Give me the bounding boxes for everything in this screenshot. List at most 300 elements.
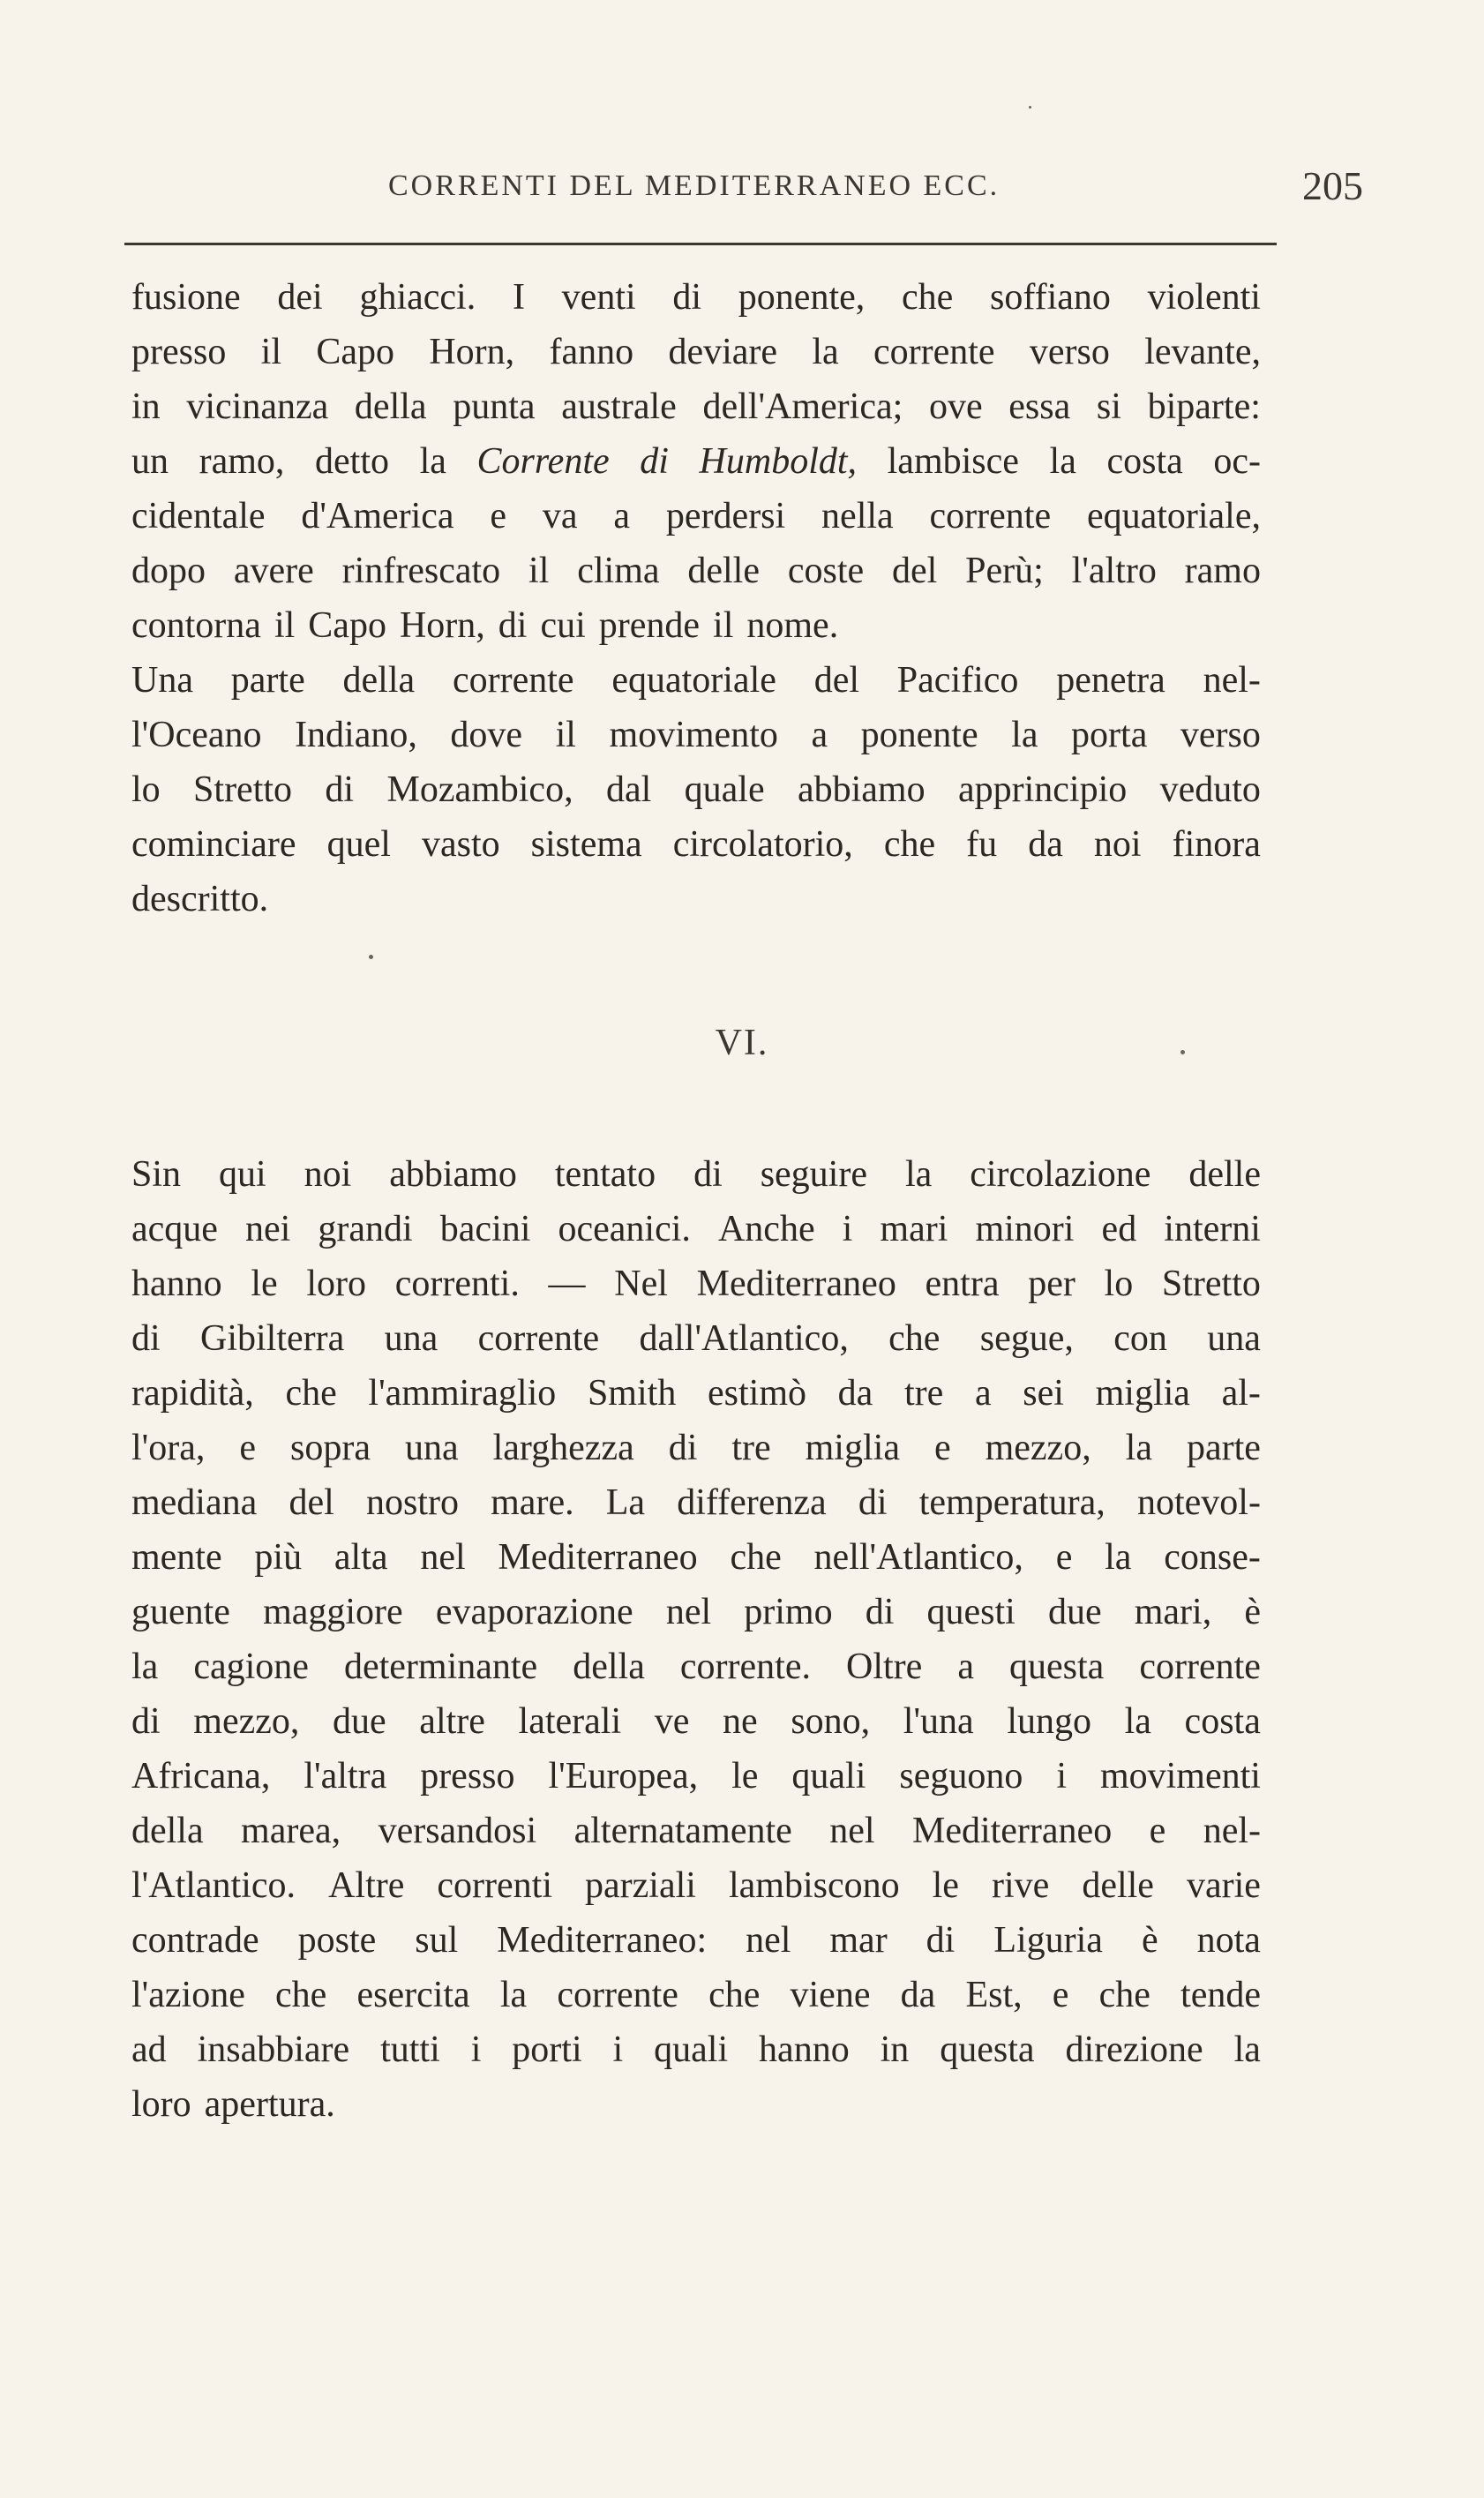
word: e bbox=[490, 496, 507, 536]
word: nel bbox=[420, 1537, 466, 1578]
word: a bbox=[974, 1373, 992, 1414]
word: delle bbox=[1082, 1865, 1154, 1906]
word: e bbox=[1149, 1811, 1166, 1851]
word: che bbox=[708, 1975, 761, 2015]
word: vicinanza bbox=[186, 386, 329, 427]
word: Stretto bbox=[1161, 1264, 1261, 1304]
word: le bbox=[932, 1865, 959, 1906]
word: differenza bbox=[677, 1482, 827, 1523]
word: prende bbox=[598, 605, 701, 646]
word: la bbox=[1233, 2029, 1261, 2070]
word: violenti bbox=[1147, 277, 1261, 318]
word: corrente bbox=[557, 1975, 678, 2015]
word: Perù; bbox=[965, 551, 1044, 591]
word: Horn, bbox=[399, 605, 485, 646]
word: le bbox=[731, 1756, 759, 1797]
word: equatoriale bbox=[611, 660, 776, 701]
word: di bbox=[668, 1428, 698, 1468]
word: La bbox=[605, 1482, 646, 1523]
word: tre bbox=[904, 1373, 944, 1414]
word: della bbox=[342, 660, 416, 701]
word: primo bbox=[744, 1592, 833, 1632]
word: correnti bbox=[437, 1865, 552, 1906]
print-speck bbox=[369, 955, 373, 959]
word: viene bbox=[790, 1975, 871, 2015]
text-line bbox=[131, 1694, 1261, 1749]
word: è bbox=[1244, 1592, 1261, 1632]
word: essa bbox=[1008, 386, 1071, 427]
word: lo bbox=[1104, 1264, 1134, 1304]
word: Mediterraneo bbox=[498, 1537, 698, 1578]
word: circolazione bbox=[970, 1154, 1151, 1195]
print-speck bbox=[1180, 1050, 1185, 1054]
text-line bbox=[131, 325, 1261, 379]
word: direzione bbox=[1065, 2029, 1203, 2070]
word: l'Atlantico. bbox=[131, 1865, 296, 1906]
running-head bbox=[0, 164, 1484, 217]
word: movimento bbox=[609, 715, 778, 755]
running-title: CORRENTI DEL MEDITERRANEO ECC. bbox=[388, 169, 1001, 202]
word: fusione bbox=[131, 277, 241, 318]
text-line bbox=[131, 489, 1261, 544]
word: tre bbox=[731, 1428, 771, 1468]
word: da bbox=[900, 1975, 936, 2015]
word: dopo bbox=[131, 551, 206, 591]
word: e bbox=[1055, 1537, 1073, 1578]
word: rapidità, bbox=[131, 1373, 254, 1414]
word: la bbox=[812, 332, 839, 372]
word: interni bbox=[1164, 1209, 1261, 1249]
word: finora bbox=[1172, 824, 1261, 865]
word: oc- bbox=[1213, 441, 1261, 482]
word: clima bbox=[577, 551, 660, 591]
word: hanno bbox=[759, 2029, 850, 2070]
word: apertura. bbox=[204, 2084, 335, 2125]
word: due bbox=[333, 1701, 386, 1742]
word: rinfrescato bbox=[341, 551, 501, 591]
text-line bbox=[131, 1968, 1261, 2022]
word: che bbox=[730, 1537, 782, 1578]
word: Altre bbox=[328, 1865, 405, 1906]
word: sono, bbox=[791, 1701, 871, 1742]
paragraph-mediterranean-currents bbox=[131, 1147, 1261, 2132]
word: noi bbox=[1093, 824, 1142, 865]
word: nei bbox=[245, 1209, 291, 1249]
word: costa bbox=[1184, 1701, 1261, 1742]
word: Indiano, bbox=[295, 715, 417, 755]
word: venti bbox=[561, 277, 636, 318]
word: una bbox=[404, 1428, 459, 1468]
word: Est, bbox=[965, 1975, 1023, 2015]
word: Stretto bbox=[193, 769, 293, 810]
word: l'altro bbox=[1071, 551, 1157, 591]
word: Humboldt, bbox=[699, 441, 858, 482]
word: mari, bbox=[1134, 1592, 1212, 1632]
word: coste bbox=[787, 551, 865, 591]
text-line bbox=[131, 817, 1261, 872]
word: hanno bbox=[131, 1264, 222, 1304]
word: detto bbox=[315, 441, 389, 482]
word: grandi bbox=[318, 1209, 413, 1249]
word: sistema bbox=[530, 824, 642, 865]
word: e bbox=[1052, 1975, 1069, 2015]
word: presso bbox=[131, 332, 227, 372]
word: i bbox=[842, 1209, 853, 1249]
word: tutti bbox=[380, 2029, 440, 2070]
word: minori bbox=[975, 1209, 1075, 1249]
text-line bbox=[131, 1147, 1261, 1202]
print-speck bbox=[1029, 106, 1031, 109]
word: australe bbox=[561, 386, 677, 427]
word: cagione bbox=[193, 1647, 309, 1687]
word: corrente bbox=[1139, 1647, 1261, 1687]
word: fanno bbox=[549, 332, 634, 372]
word: verso bbox=[1180, 715, 1261, 755]
word: mezzo, bbox=[193, 1701, 300, 1742]
text-line bbox=[131, 1366, 1261, 1421]
word: ghiacci. bbox=[359, 277, 476, 318]
word: sei bbox=[1023, 1373, 1064, 1414]
word: maggiore bbox=[263, 1592, 403, 1632]
text-line bbox=[131, 1311, 1261, 1366]
word: abbiamo bbox=[389, 1154, 517, 1195]
word: dove bbox=[450, 715, 523, 755]
word: temperatura, bbox=[918, 1482, 1106, 1523]
word: quali bbox=[791, 1756, 866, 1797]
word: I bbox=[512, 277, 525, 318]
word: del bbox=[289, 1482, 334, 1523]
word: perdersi bbox=[665, 496, 786, 536]
word: la bbox=[904, 1154, 933, 1195]
word: ne bbox=[723, 1701, 758, 1742]
word: e bbox=[239, 1428, 257, 1468]
word: cominciare bbox=[131, 824, 296, 865]
word: Corrente bbox=[476, 441, 610, 482]
word: Mediterraneo bbox=[696, 1264, 896, 1304]
word: acque bbox=[131, 1209, 218, 1249]
word: vasto bbox=[421, 824, 500, 865]
word: soffiano bbox=[990, 277, 1111, 318]
word: Capo bbox=[316, 332, 394, 372]
text-line bbox=[131, 1749, 1261, 1804]
word: guente bbox=[131, 1592, 230, 1632]
word: l'ammiraglio bbox=[368, 1373, 557, 1414]
word: dall'Atlantico, bbox=[639, 1318, 849, 1359]
word: con bbox=[1113, 1318, 1167, 1359]
word: laterali bbox=[518, 1701, 622, 1742]
word: corrente. bbox=[679, 1647, 811, 1687]
word: i bbox=[612, 2029, 624, 2070]
word: mente bbox=[131, 1537, 222, 1578]
word: dell'America; bbox=[702, 386, 903, 427]
text-line bbox=[131, 598, 1261, 653]
word: miglia bbox=[1095, 1373, 1190, 1414]
word: lo bbox=[131, 769, 161, 810]
word: che bbox=[275, 1975, 327, 2015]
word: Africana, bbox=[131, 1756, 271, 1797]
word: i bbox=[1056, 1756, 1067, 1797]
word: in bbox=[131, 386, 161, 427]
word: per bbox=[1028, 1264, 1076, 1304]
word: Nel bbox=[614, 1264, 668, 1304]
word: una bbox=[1207, 1318, 1261, 1359]
word: notevol- bbox=[1136, 1482, 1261, 1523]
word: insabbiare bbox=[197, 2029, 350, 2070]
word: il bbox=[274, 605, 296, 646]
word: porta bbox=[1071, 715, 1148, 755]
word: costa bbox=[1106, 441, 1183, 482]
word: che bbox=[285, 1373, 337, 1414]
word: della bbox=[573, 1647, 645, 1687]
word: ponente bbox=[860, 715, 978, 755]
word: l'Oceano bbox=[131, 715, 262, 755]
text-line bbox=[131, 1858, 1261, 1913]
word: penetra bbox=[1056, 660, 1165, 701]
word: di bbox=[672, 277, 702, 318]
word: di bbox=[131, 1701, 161, 1742]
word: movimenti bbox=[1099, 1756, 1261, 1797]
word: parte bbox=[230, 660, 305, 701]
word: ove bbox=[928, 386, 983, 427]
word: nota bbox=[1196, 1920, 1261, 1961]
word: determinante bbox=[343, 1647, 538, 1687]
word: corrente bbox=[929, 496, 1052, 536]
word: avere bbox=[233, 551, 314, 591]
word: oceanici. bbox=[558, 1209, 691, 1249]
word: l'una bbox=[903, 1701, 974, 1742]
paragraph-pacific-current bbox=[131, 653, 1261, 926]
section-heading: VI. bbox=[715, 1023, 769, 1063]
word: presso bbox=[420, 1756, 515, 1797]
word: corrente bbox=[452, 660, 574, 701]
word: seguono bbox=[899, 1756, 1023, 1797]
word: Capo bbox=[308, 605, 386, 646]
word: Horn, bbox=[429, 332, 515, 372]
word: entra bbox=[925, 1264, 1000, 1304]
word: di bbox=[498, 605, 528, 646]
word: equatoriale, bbox=[1086, 496, 1261, 536]
word: di bbox=[693, 1154, 723, 1195]
word: nel bbox=[665, 1592, 712, 1632]
word: tentato bbox=[554, 1154, 656, 1195]
word: i bbox=[470, 2029, 482, 2070]
word: delle bbox=[1188, 1154, 1261, 1195]
word: l'Europea, bbox=[548, 1756, 699, 1797]
word: dal bbox=[605, 769, 652, 810]
text-line bbox=[131, 270, 1261, 325]
word: la bbox=[1124, 1701, 1151, 1742]
word: larghezza bbox=[492, 1428, 634, 1468]
text-line bbox=[131, 544, 1261, 598]
word: Oltre bbox=[846, 1647, 923, 1687]
word: l'altra bbox=[304, 1756, 387, 1797]
word: descritto. bbox=[131, 879, 269, 919]
word: a bbox=[957, 1647, 974, 1687]
word: di bbox=[865, 1592, 895, 1632]
word: corrente bbox=[477, 1318, 600, 1359]
word: nel- bbox=[1203, 1811, 1261, 1851]
word: di bbox=[325, 769, 355, 810]
word: mari bbox=[880, 1209, 948, 1249]
page-number: 205 bbox=[1302, 163, 1363, 208]
word: al- bbox=[1221, 1373, 1261, 1414]
word: contorna bbox=[131, 605, 261, 646]
word: mezzo, bbox=[985, 1428, 1091, 1468]
word: della bbox=[354, 386, 427, 427]
word: Sin bbox=[131, 1154, 182, 1195]
word: nome. bbox=[746, 605, 839, 646]
word: — bbox=[548, 1264, 586, 1304]
word: è bbox=[1141, 1920, 1158, 1961]
word: altre bbox=[419, 1701, 485, 1742]
word: versandosi bbox=[378, 1811, 537, 1851]
word: biparte: bbox=[1147, 386, 1261, 427]
word: la bbox=[419, 441, 446, 482]
word: di bbox=[131, 1318, 161, 1359]
word: a bbox=[613, 496, 631, 536]
word: quel bbox=[326, 824, 391, 865]
word: abbiamo bbox=[797, 769, 926, 810]
word: le bbox=[251, 1264, 278, 1304]
word: estimò bbox=[708, 1373, 806, 1414]
word: due bbox=[1047, 1592, 1102, 1632]
word: cui bbox=[540, 605, 586, 646]
word: il bbox=[260, 332, 281, 372]
word: che bbox=[901, 277, 954, 318]
word: nel bbox=[829, 1811, 875, 1851]
word: fu bbox=[966, 824, 998, 865]
word: un bbox=[131, 441, 169, 482]
word: contrade bbox=[131, 1920, 259, 1961]
paragraph-continuation bbox=[131, 270, 1261, 653]
word: e bbox=[933, 1428, 951, 1468]
word: correnti. bbox=[394, 1264, 520, 1304]
word: mar bbox=[829, 1920, 888, 1961]
word: lambisce bbox=[887, 441, 1019, 482]
word: d'America bbox=[301, 496, 454, 536]
word: questa bbox=[940, 2029, 1035, 2070]
word: punta bbox=[453, 386, 536, 427]
word: esercita bbox=[356, 1975, 470, 2015]
word: parte bbox=[1186, 1428, 1261, 1468]
word: varie bbox=[1186, 1865, 1261, 1906]
word: da bbox=[837, 1373, 873, 1414]
word: Una bbox=[131, 660, 193, 701]
word: l'ora, bbox=[131, 1428, 206, 1468]
word: si bbox=[1096, 386, 1121, 427]
text-line bbox=[131, 1639, 1261, 1694]
word: che bbox=[1098, 1975, 1150, 2015]
word: miglia bbox=[805, 1428, 900, 1468]
word: loro bbox=[306, 1264, 367, 1304]
word: del bbox=[813, 660, 859, 701]
word: nel- bbox=[1203, 660, 1261, 701]
word: marea, bbox=[241, 1811, 341, 1851]
word: da bbox=[1028, 824, 1063, 865]
word: più bbox=[254, 1537, 303, 1578]
word: nel bbox=[746, 1920, 791, 1961]
word: bacini bbox=[439, 1209, 531, 1249]
word: che bbox=[883, 824, 936, 865]
text-line bbox=[131, 1913, 1261, 1968]
word: sul bbox=[415, 1920, 459, 1961]
text-line bbox=[131, 1202, 1261, 1257]
word: nostro bbox=[365, 1482, 459, 1523]
word: il bbox=[528, 551, 550, 591]
word: levante, bbox=[1144, 332, 1261, 372]
word: lungo bbox=[1007, 1701, 1091, 1742]
word: Smith bbox=[587, 1373, 677, 1414]
word: la bbox=[1105, 1537, 1132, 1578]
word: lambiscono bbox=[728, 1865, 900, 1906]
word: ramo, bbox=[199, 441, 285, 482]
word: ad bbox=[131, 2029, 167, 2070]
word: la bbox=[1125, 1428, 1152, 1468]
word: deviare bbox=[668, 332, 778, 372]
text-line bbox=[131, 434, 1261, 489]
word: Mediterraneo: bbox=[497, 1920, 708, 1961]
word: ramo bbox=[1184, 551, 1261, 591]
word: di bbox=[858, 1482, 888, 1523]
text-line bbox=[131, 1421, 1261, 1475]
text-line bbox=[131, 379, 1261, 434]
word: segue, bbox=[979, 1318, 1074, 1359]
text-line bbox=[131, 1257, 1261, 1311]
word: della bbox=[131, 1811, 204, 1851]
word: a bbox=[811, 715, 828, 755]
word: questi bbox=[926, 1592, 1016, 1632]
word: sopra bbox=[290, 1428, 371, 1468]
word: mediana bbox=[131, 1482, 258, 1523]
word: dei bbox=[277, 277, 323, 318]
word: poste bbox=[297, 1920, 377, 1961]
word: quali bbox=[654, 2029, 729, 2070]
word: ponente, bbox=[738, 277, 866, 318]
text-line bbox=[131, 762, 1261, 817]
word: ed bbox=[1101, 1209, 1137, 1249]
text-line bbox=[131, 2022, 1261, 2077]
word: va bbox=[542, 496, 578, 536]
word: verso bbox=[1029, 332, 1110, 372]
word: Anche bbox=[717, 1209, 815, 1249]
text-line bbox=[131, 1530, 1261, 1585]
text-line bbox=[131, 1585, 1261, 1639]
word: la bbox=[499, 1975, 528, 2015]
word: Liguria bbox=[993, 1920, 1103, 1961]
word: noi bbox=[304, 1154, 352, 1195]
text-line bbox=[131, 1804, 1261, 1858]
word: qui bbox=[218, 1154, 266, 1195]
word: in bbox=[880, 2029, 910, 2070]
text-line bbox=[131, 1475, 1261, 1530]
word: apprincipio bbox=[957, 769, 1128, 810]
word: il bbox=[555, 715, 576, 755]
word: evaporazione bbox=[435, 1592, 633, 1632]
word: alternatamente bbox=[573, 1811, 792, 1851]
word: delle bbox=[687, 551, 760, 591]
word: corrente bbox=[873, 332, 995, 372]
word: ve bbox=[654, 1701, 690, 1742]
word: Pacifico bbox=[896, 660, 1019, 701]
word: Gibilterra bbox=[200, 1318, 345, 1359]
word: parziali bbox=[585, 1865, 696, 1906]
word: la bbox=[1011, 715, 1038, 755]
word: porti bbox=[512, 2029, 582, 2070]
word: una bbox=[384, 1318, 438, 1359]
word: alta bbox=[334, 1537, 388, 1578]
word: mare. bbox=[491, 1482, 574, 1523]
word: seguire bbox=[760, 1154, 867, 1195]
